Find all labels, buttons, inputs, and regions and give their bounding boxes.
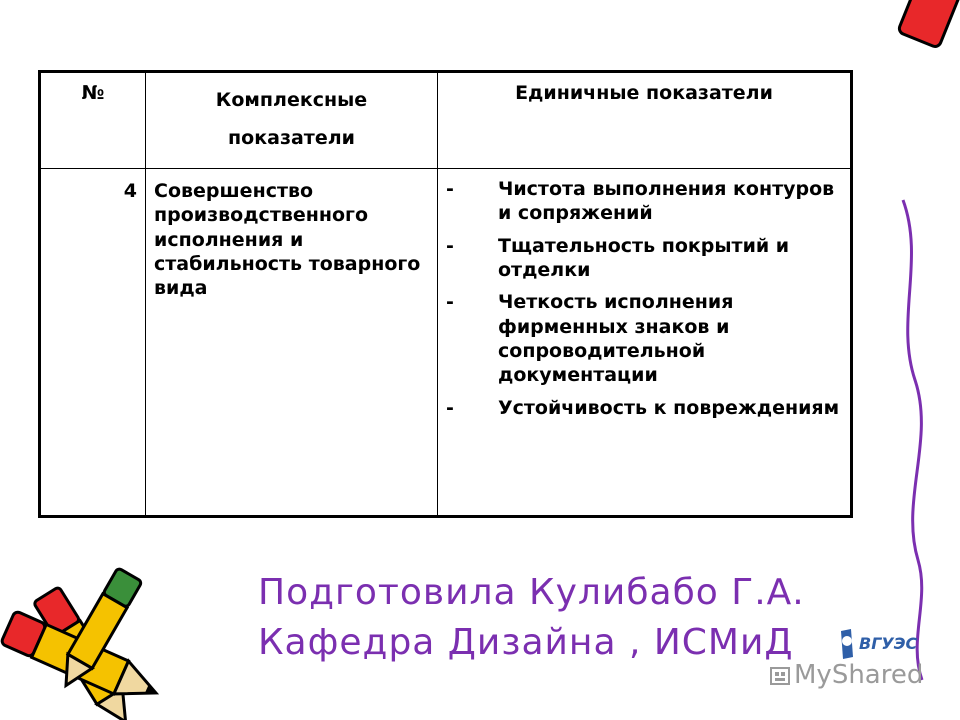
quality-indicators-table xyxy=(38,70,853,518)
wavy-line xyxy=(903,200,922,680)
item-dash: - xyxy=(446,291,454,314)
list-item xyxy=(446,290,844,387)
item-text: Чистота выполнения контуров и сопряжений xyxy=(498,178,835,225)
list-item xyxy=(446,234,844,283)
table-header-row xyxy=(40,72,852,169)
watermark-text: MyShared xyxy=(794,660,924,690)
row-single-indicators xyxy=(438,169,852,517)
list-item xyxy=(446,177,844,226)
pencil-top-right-icon xyxy=(898,0,960,48)
item-text: Четкость исполнения фирменных знаков и сопроводительной документации xyxy=(498,291,734,387)
header-complex-line1: Комплексные xyxy=(215,89,368,111)
header-complex-line2: показатели xyxy=(228,127,355,149)
list-item xyxy=(446,396,844,420)
logo-text: ВГУЭС xyxy=(859,634,918,653)
university-logo xyxy=(835,627,925,663)
item-text: Тщательность покрытий и отделки xyxy=(498,234,790,281)
item-dash: - xyxy=(446,178,454,200)
row-complex-indicator: Совершенство производственного исполнения и стабильность товарного вида xyxy=(146,169,438,517)
watermark xyxy=(770,660,923,690)
header-single-indicators: Единичные показатели xyxy=(438,72,852,169)
table-row xyxy=(40,169,852,517)
header-number: № xyxy=(40,72,146,169)
myshared-icon xyxy=(770,664,790,686)
author-caption xyxy=(258,568,805,668)
item-dash: - xyxy=(446,234,454,257)
item-text: Устойчивость к повреждениям xyxy=(498,396,840,419)
header-complex-indicators xyxy=(146,72,438,169)
row-number: 4 xyxy=(40,169,146,517)
item-dash: - xyxy=(446,396,454,419)
author-line-1: Подготовила Кулибабо Г.А. xyxy=(258,572,805,613)
author-line-2: Кафедра Дизайна , ИСМиД xyxy=(258,622,794,663)
